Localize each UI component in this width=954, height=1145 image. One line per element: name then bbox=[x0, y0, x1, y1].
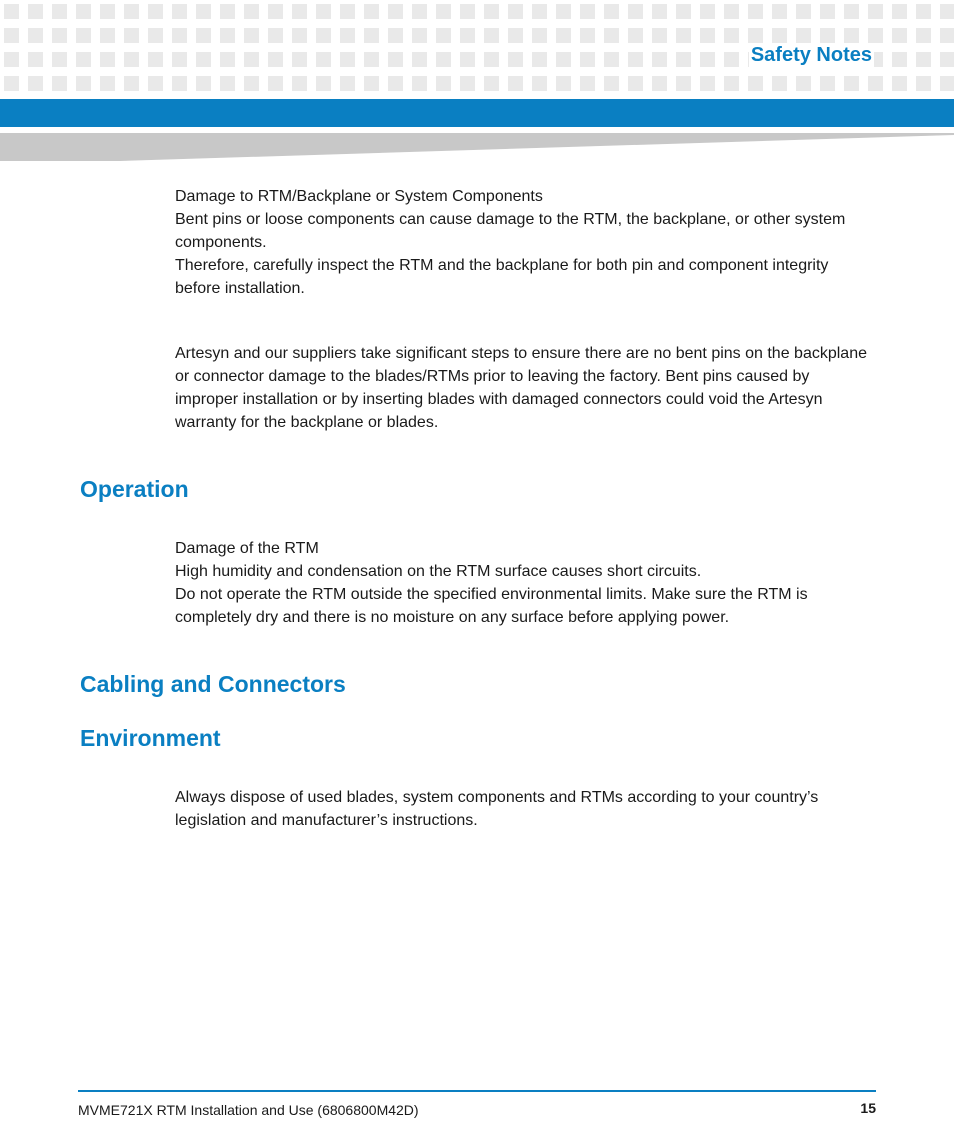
header-grid-cell bbox=[724, 28, 739, 43]
heading-operation: Operation bbox=[80, 476, 189, 502]
header-grid-cell bbox=[52, 76, 67, 91]
header-grid-cell bbox=[580, 4, 595, 19]
header-grid-cell bbox=[604, 52, 619, 67]
header-grid-cell bbox=[412, 52, 427, 67]
header-grid-cell bbox=[388, 52, 403, 67]
header-grid-cell bbox=[340, 76, 355, 91]
header-grid-cell bbox=[916, 76, 931, 91]
header-grid-cell bbox=[844, 76, 859, 91]
header-grid-cell bbox=[460, 76, 475, 91]
header-grid-cell bbox=[892, 28, 907, 43]
header-grid-cell bbox=[388, 76, 403, 91]
header-grid-cell bbox=[916, 28, 931, 43]
header-grid-cell bbox=[556, 28, 571, 43]
header-grid-cell bbox=[148, 4, 163, 19]
warranty-paragraph bbox=[175, 342, 875, 434]
header-grid-cell bbox=[100, 76, 115, 91]
header-grid-cell bbox=[172, 4, 187, 19]
header-grid-cell bbox=[580, 76, 595, 91]
header-grid-cell bbox=[748, 4, 763, 19]
header-grid-cell bbox=[76, 4, 91, 19]
header-grid-cell bbox=[124, 76, 139, 91]
header-grid-cell bbox=[28, 76, 43, 91]
header-grid-cell bbox=[676, 76, 691, 91]
header-grid-cell bbox=[892, 76, 907, 91]
header-grid-cell bbox=[652, 4, 667, 19]
rtm-damage-notice bbox=[175, 185, 875, 300]
header-wedge bbox=[0, 130, 954, 164]
header-grid-cell bbox=[76, 28, 91, 43]
header-grid-cell bbox=[436, 28, 451, 43]
header-grid-cell bbox=[4, 52, 19, 67]
header-grid-cell bbox=[28, 4, 43, 19]
header-grid-cell bbox=[940, 4, 954, 19]
header-grid-cell bbox=[100, 52, 115, 67]
heading-cabling: Cabling and Connectors bbox=[80, 671, 346, 697]
header-grid-cell bbox=[484, 4, 499, 19]
header-grid-cell bbox=[604, 4, 619, 19]
header-grid-cell bbox=[844, 28, 859, 43]
header-grid-cell bbox=[412, 76, 427, 91]
header-grid-cell bbox=[100, 28, 115, 43]
header-grid-cell bbox=[772, 4, 787, 19]
header-grid-cell bbox=[628, 52, 643, 67]
header-grid-cell bbox=[724, 76, 739, 91]
header-grid-cell bbox=[148, 76, 163, 91]
header-grid-cell bbox=[4, 28, 19, 43]
header-grid-cell bbox=[700, 4, 715, 19]
header-grid-cell bbox=[844, 4, 859, 19]
header-grid-cell bbox=[364, 76, 379, 91]
header-grid-cell bbox=[508, 52, 523, 67]
header-grid-cell bbox=[484, 76, 499, 91]
header-grid-cell bbox=[916, 4, 931, 19]
header-grid-cell bbox=[748, 76, 763, 91]
header-grid-cell bbox=[316, 76, 331, 91]
header-grid-cell bbox=[388, 28, 403, 43]
header-grid-cell bbox=[292, 4, 307, 19]
header-grid-cell bbox=[28, 52, 43, 67]
header-grid-cell bbox=[340, 28, 355, 43]
header-grid-cell bbox=[532, 52, 547, 67]
notice-text: Do not operate the RTM outside the specified environmental limits. Make sure the RTM is completely dry and there is no moisture on any surface before applying power. bbox=[175, 586, 808, 626]
header-grid-cell bbox=[244, 76, 259, 91]
header-grid-cell bbox=[76, 52, 91, 67]
header-grid-cell bbox=[772, 76, 787, 91]
header-grid-cell bbox=[580, 28, 595, 43]
header-grid-cell bbox=[52, 4, 67, 19]
header-grid-cell bbox=[244, 52, 259, 67]
header-grid-cell bbox=[124, 52, 139, 67]
header-grid-cell bbox=[268, 76, 283, 91]
operation-notice bbox=[175, 537, 875, 629]
header-grid-cell bbox=[700, 28, 715, 43]
header-grid-cell bbox=[4, 76, 19, 91]
header-grid-cell bbox=[820, 28, 835, 43]
paragraph-text: Artesyn and our suppliers take significant steps to ensure there are no bent pins on the backplane or connector damage to the blades/RTMs prior to leaving the factory. Bent pins caused by improper installation or by inserting blades with damaged connectors could void the Artesyn warranty for the backplane or blades. bbox=[175, 345, 867, 431]
header-grid-cell bbox=[556, 52, 571, 67]
header-grid-cell bbox=[916, 52, 931, 67]
header-grid-cell bbox=[940, 76, 954, 91]
environment-paragraph bbox=[175, 786, 875, 832]
header-grid-cell bbox=[196, 28, 211, 43]
header-grid-cell bbox=[556, 4, 571, 19]
header-grid-cell bbox=[316, 4, 331, 19]
header-grid-cell bbox=[940, 52, 954, 67]
header-grid-cell bbox=[220, 4, 235, 19]
header-grid-cell bbox=[820, 76, 835, 91]
header-grid-cell bbox=[508, 28, 523, 43]
header-grid-cell bbox=[868, 28, 883, 43]
header-grid-cell bbox=[628, 4, 643, 19]
notice-text: High humidity and condensation on the RTM surface causes short circuits. bbox=[175, 563, 702, 580]
header-grid-cell bbox=[124, 4, 139, 19]
header-grid-cell bbox=[292, 76, 307, 91]
header-grid-cell bbox=[628, 76, 643, 91]
header-grid-cell bbox=[52, 28, 67, 43]
header-grid-cell bbox=[196, 4, 211, 19]
header-grid-cell bbox=[484, 52, 499, 67]
header-grid-cell bbox=[604, 76, 619, 91]
header-grid-cell bbox=[412, 4, 427, 19]
header-grid-cell bbox=[892, 4, 907, 19]
header-grid-cell bbox=[196, 52, 211, 67]
header-grid-cell bbox=[532, 28, 547, 43]
header-grid-cell bbox=[796, 4, 811, 19]
header-grid-cell bbox=[580, 52, 595, 67]
header-grid-cell bbox=[244, 4, 259, 19]
header-grid-cell bbox=[460, 52, 475, 67]
notice-title: Damage of the RTM bbox=[175, 540, 319, 557]
header-grid-cell bbox=[364, 4, 379, 19]
header-grid-cell bbox=[508, 4, 523, 19]
header-grid-cell bbox=[244, 28, 259, 43]
header-grid-cell bbox=[268, 28, 283, 43]
page-number: 15 bbox=[860, 1100, 876, 1116]
header-grid-cell bbox=[532, 76, 547, 91]
header-grid-cell bbox=[700, 52, 715, 67]
header-grid-cell bbox=[652, 52, 667, 67]
header-grid-cell bbox=[148, 28, 163, 43]
header-grid-cell bbox=[868, 76, 883, 91]
header-grid-cell bbox=[676, 4, 691, 19]
header-grid-cell bbox=[124, 28, 139, 43]
header-grid-cell bbox=[676, 52, 691, 67]
header-grid-cell bbox=[388, 4, 403, 19]
header-grid-cell bbox=[292, 52, 307, 67]
header-grid-cell bbox=[76, 76, 91, 91]
header-grid-cell bbox=[436, 4, 451, 19]
header-grid-cell bbox=[28, 28, 43, 43]
header-grid-cell bbox=[892, 52, 907, 67]
header-grid-cell bbox=[940, 28, 954, 43]
header-grid-cell bbox=[220, 28, 235, 43]
header-grid-cell bbox=[724, 4, 739, 19]
header-grid-cell bbox=[436, 52, 451, 67]
notice-title: Damage to RTM/Backplane or System Components bbox=[175, 188, 543, 205]
header-grid-cell bbox=[364, 52, 379, 67]
header-grid-cell bbox=[172, 52, 187, 67]
header-grid-cell bbox=[796, 28, 811, 43]
header-grid-cell bbox=[436, 76, 451, 91]
notice-text: Bent pins or loose components can cause damage to the RTM, the backplane, or other system components. bbox=[175, 211, 846, 251]
footer-rule bbox=[78, 1090, 876, 1092]
header-grid-cell bbox=[172, 28, 187, 43]
header-grid-cell bbox=[556, 76, 571, 91]
header-grid-cell bbox=[604, 28, 619, 43]
header-grid-cell bbox=[532, 4, 547, 19]
header-grid-cell bbox=[292, 28, 307, 43]
header-grid-cell bbox=[340, 4, 355, 19]
header-grid-cell bbox=[460, 28, 475, 43]
section-title: Safety Notes bbox=[750, 44, 872, 66]
header-bar bbox=[0, 99, 954, 127]
header-grid-cell bbox=[820, 4, 835, 19]
header-grid-cell bbox=[484, 28, 499, 43]
header-grid-cell bbox=[508, 76, 523, 91]
header-grid-cell bbox=[316, 28, 331, 43]
header-grid-cell bbox=[340, 52, 355, 67]
header-grid-cell bbox=[220, 76, 235, 91]
header-grid-cell bbox=[652, 76, 667, 91]
header-grid-cell bbox=[220, 52, 235, 67]
header-grid-cell bbox=[364, 28, 379, 43]
header-grid-cell bbox=[796, 76, 811, 91]
header-grid-cell bbox=[748, 28, 763, 43]
header-grid-cell bbox=[724, 52, 739, 67]
header-grid-cell bbox=[148, 52, 163, 67]
footer-document-title: MVME721X RTM Installation and Use (6806800M42D) bbox=[78, 1102, 419, 1118]
notice-text: Therefore, carefully inspect the RTM and the backplane for both pin and component integrity before installation. bbox=[175, 257, 829, 297]
header-grid-cell bbox=[700, 76, 715, 91]
header-grid-cell bbox=[52, 52, 67, 67]
header-grid-cell bbox=[412, 28, 427, 43]
header-grid-cell bbox=[4, 4, 19, 19]
header-grid-cell bbox=[172, 76, 187, 91]
header-grid-cell bbox=[676, 28, 691, 43]
paragraph-text: Always dispose of used blades, system components and RTMs according to your country’s legislation and manufacturer’s instructions. bbox=[175, 789, 819, 829]
header-grid-cell bbox=[100, 4, 115, 19]
header-grid-cell bbox=[196, 76, 211, 91]
header-grid-cell bbox=[268, 4, 283, 19]
header-grid-cell bbox=[652, 28, 667, 43]
header-grid-cell bbox=[268, 52, 283, 67]
header-grid-cell bbox=[628, 28, 643, 43]
header-grid-cell bbox=[316, 52, 331, 67]
heading-environment: Environment bbox=[80, 725, 221, 751]
header-grid-cell bbox=[772, 28, 787, 43]
header-grid-cell bbox=[868, 4, 883, 19]
header-grid-cell bbox=[460, 4, 475, 19]
